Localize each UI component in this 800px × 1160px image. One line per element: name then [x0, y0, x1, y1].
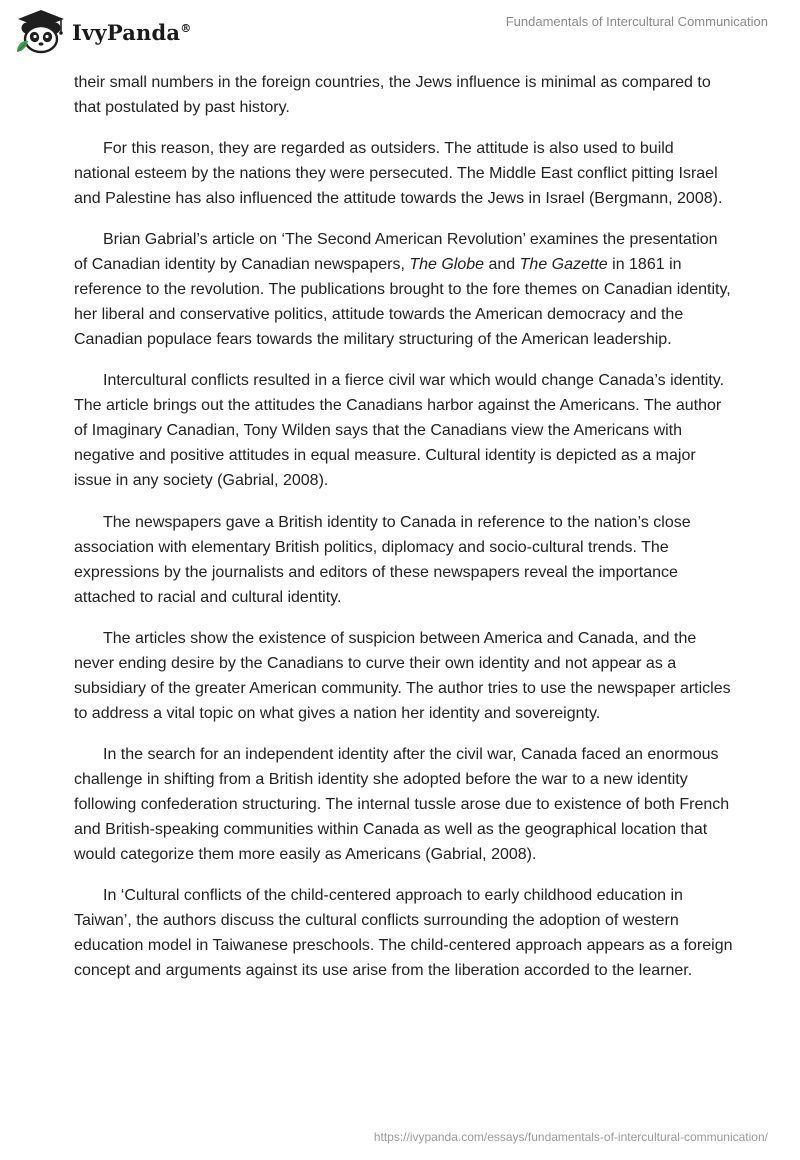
- registered-mark: ®: [180, 21, 192, 35]
- source-url[interactable]: https://ivypanda.com/essays/fundamentals-of-intercultural-communication/: [373, 1130, 768, 1144]
- panda-graduate-icon: [14, 8, 68, 56]
- page-header: [0, 0, 800, 70]
- essay-body: [74, 70, 734, 999]
- paragraph: The newspapers gave a British identity to Canada in reference to the nation’s close association with elementary British politics, diplomacy and socio-cultural trends. The expressions by the journalists and editors of these newspapers reveal the importance attached to racial and cultural identity.: [74, 514, 691, 606]
- paragraph: Intercultural conflicts resulted in a fierce civil war which would change Canada’s identity. The article brings out the attitudes the Canadians harbor against the Americans. The author of Imaginary Canadian, Tony Wilden says that the Canadians view the Americans with negative and positive attitudes in equal measure. Cultural identity is depicted as a major issue in any society (Gabrial, 2008).: [74, 372, 725, 489]
- paragraph: The articles show the existence of suspicion between America and Canada, and the never ending desire by the Canadians to curve their own identity and not appear as a subsidiary of the greater American community. The author tries to use the newspaper articles to address a vital topic on what gives a nation her identity and sovereignty.: [74, 630, 731, 722]
- newspaper-title: The Globe: [409, 256, 485, 273]
- logo-wordmark: IvyPanda®: [72, 19, 192, 45]
- newspaper-title: The Gazette: [519, 256, 608, 273]
- ivypanda-logo[interactable]: [14, 8, 191, 56]
- paragraph: Brian Gabrial’s article on ‘The Second American Revolution’ examines the presentation of Canadian identity by Canadian newspapers, The Globe and The Gazette in 1861 in reference to the revolution. The publications brought to the fore themes on Canadian identity, her liberal and conservative politics, attitude towards the American democracy and the Canadian populace fears towards the military structuring of the American leadership.: [74, 231, 731, 348]
- document-title: Fundamentals of Intercultural Communication: [505, 14, 768, 29]
- paragraph: In the search for an independent identity after the civil war, Canada faced an enormous challenge in shifting from a British identity she adopted before the war to a new identity following confederation structuring. The internal tussle arose due to existence of both French and British-speaking communities within Canada as well as the geographical location that would categorize them more easily as Americans (Gabrial, 2008).: [74, 746, 730, 863]
- paragraph: In ‘Cultural conflicts of the child-centered approach to early childhood education in Taiwan’, the authors discuss the cultural conflicts surrounding the adoption of western education model in Taiwanese preschools. The child-centered approach appears as a foreign concept and arguments against its use arise from the liberation accorded to the learner.: [74, 887, 733, 979]
- paragraph: their small numbers in the foreign countries, the Jews influence is minimal as compared to that postulated by past history.: [74, 74, 711, 116]
- paragraph: For this reason, they are regarded as outsiders. The attitude is also used to build national esteem by the nations they were persecuted. The Middle East conflict pitting Israel and Palestine has also influenced the attitude towards the Jews in Israel (Bergmann, 2008).: [74, 140, 723, 207]
